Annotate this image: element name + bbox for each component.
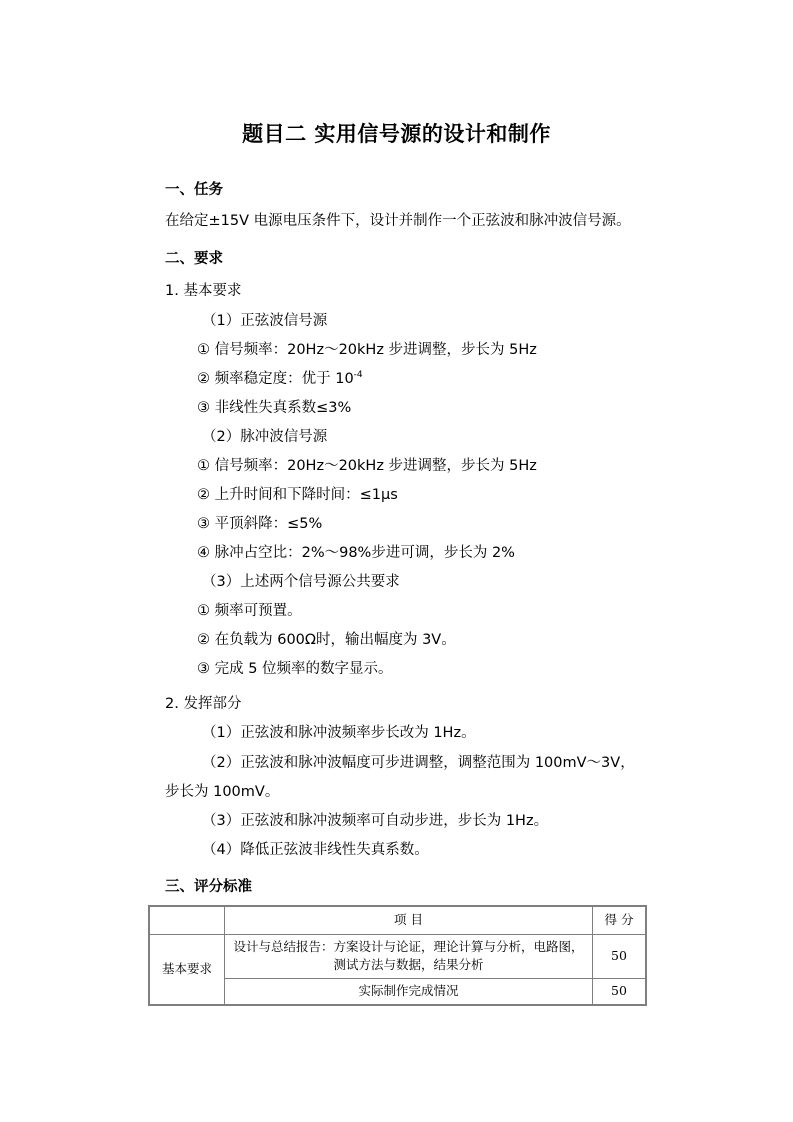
table-header-item: 项 目 [225, 906, 593, 934]
table-header-empty-cell [149, 906, 225, 934]
sine-item-3: ③ 非线性失真系数≤3% [197, 400, 352, 416]
extension-item-2-continued: 步长为 100mV。 [165, 784, 280, 800]
table-header-row [149, 906, 646, 934]
task-text: 在给定±15V 电源电压条件下，设计并制作一个正弦波和脉冲波信号源。 [165, 213, 631, 229]
table-header-score: 得 分 [593, 906, 647, 934]
extension-item-4: （4）降低正弦波非线性失真系数。 [202, 842, 429, 858]
table-cell-item [225, 934, 593, 978]
extension-item-2: （2）正弦波和脉冲波幅度可步进调整，调整范围为 100mV～3V， [202, 755, 635, 771]
sine-item-2-exponent: -4 [353, 370, 363, 380]
sine-item-2 [197, 369, 363, 389]
table-row [149, 934, 646, 978]
section-requirements-heading: 二、要求 [165, 251, 223, 267]
section-scoring-heading: 三、评分标准 [165, 879, 252, 895]
pulse-item-1: ① 信号频率：20Hz～20kHz 步进调整，步长为 5Hz [197, 458, 537, 474]
table-row-group-label: 基本要求 [149, 934, 225, 1005]
table-cell-item: 实际制作完成情况 [225, 978, 593, 1005]
table-cell-score: 50 [593, 978, 647, 1005]
scoring-table [148, 905, 647, 1006]
common-item-1: ① 频率可预置。 [197, 603, 302, 619]
table-cell-item-line-1: 设计与总结报告：方案设计与论证，理论计算与分析，电路图， [233, 939, 584, 954]
extension-item-1: （1）正弦波和脉冲波频率步长改为 1Hz。 [202, 725, 476, 741]
extension-heading: 2. 发挥部分 [165, 696, 242, 712]
table-cell-score: 50 [593, 934, 647, 978]
pulse-source-heading: （2）脉冲波信号源 [202, 429, 328, 445]
section-task-heading: 一、任务 [165, 182, 223, 198]
sine-source-heading: （1）正弦波信号源 [202, 313, 328, 329]
table-row [149, 978, 646, 1005]
sine-item-1: ① 信号频率：20Hz～20kHz 步进调整，步长为 5Hz [197, 342, 537, 358]
table-cell-item-line-2: 测试方法与数据，结果分析 [333, 957, 484, 972]
pulse-item-4: ④ 脉冲占空比：2%～98%步进可调，步长为 2% [197, 545, 515, 561]
basic-requirements-heading: 1. 基本要求 [165, 283, 242, 299]
common-item-3: ③ 完成 5 位频率的数字显示。 [197, 661, 393, 677]
common-requirements-heading: （3）上述两个信号源公共要求 [202, 574, 400, 590]
common-item-2: ② 在负载为 600Ω时，输出幅度为 3V。 [197, 632, 456, 648]
extension-item-3: （3）正弦波和脉冲波频率可自动步进，步长为 1Hz。 [202, 813, 549, 829]
pulse-item-2: ② 上升时间和下降时间：≤1μs [197, 487, 398, 503]
page-title: 题目二 实用信号源的设计和制作 [242, 122, 551, 146]
sine-item-2-text: ② 频率稳定度：优于 10 [197, 371, 354, 387]
pulse-item-3: ③ 平顶斜降：≤5% [197, 516, 323, 532]
